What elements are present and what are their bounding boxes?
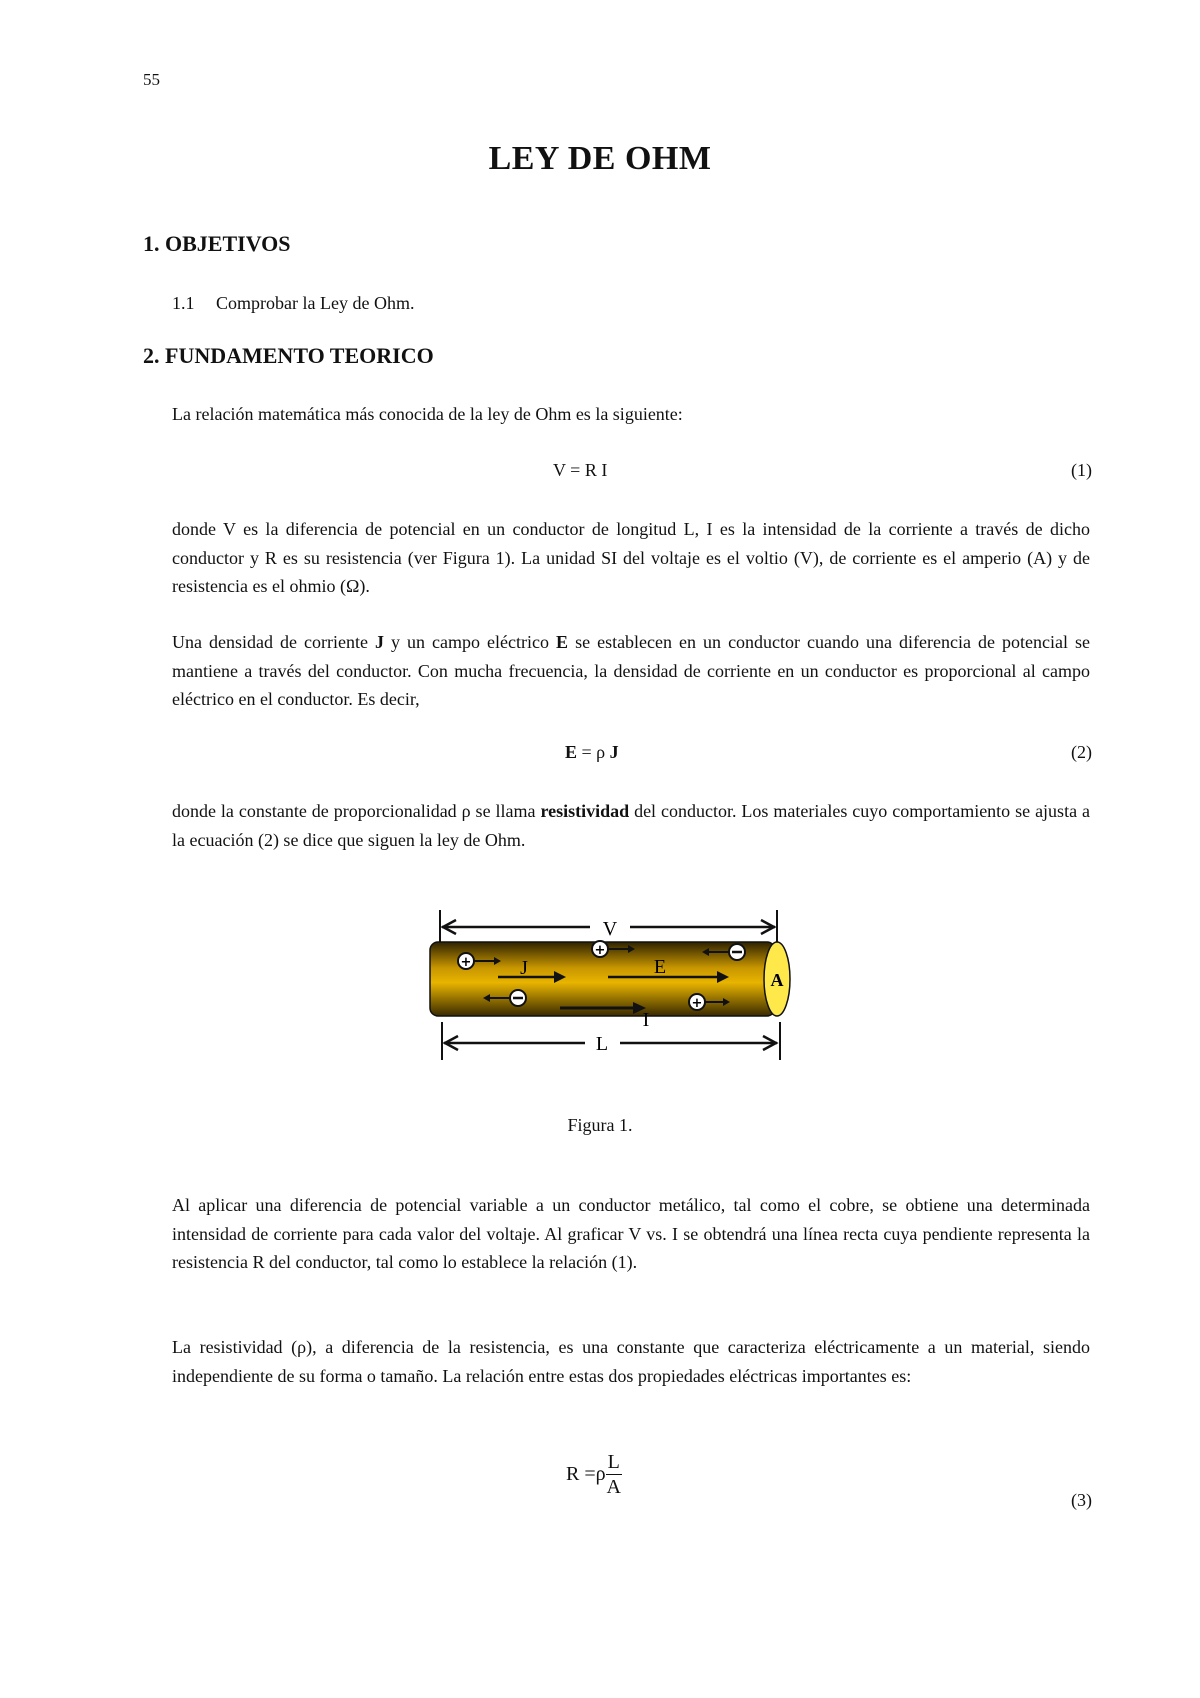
label-a: A [770, 970, 784, 990]
svg-text:+: + [594, 943, 606, 958]
paragraph-current-density: Una densidad de corriente J y un campo eléctrico E se establecen en un conductor cuando una diferencia de potencial se mantiene a través del conductor. Con mucha frecuencia, la densidad de corriente en un conductor es proporcional al campo eléctrico en el conductor. Es decir, [172, 632, 1091, 709]
label-l: L [595, 1033, 609, 1055]
equation-1-number: (1) [1071, 460, 1092, 480]
label-v: V [602, 918, 618, 940]
paragraph-intro: La relación matemática más conocida de la ley de Ohm es la siguiente: [172, 404, 683, 424]
label-i: I [642, 1009, 650, 1031]
equation-2-number: (2) [1071, 742, 1092, 762]
paragraph-definitions: donde V es la diferencia de potencial en un conductor de longitud L, I es la intensidad de la corriente a través de dicho conductor y R es su resistencia (ver Figura 1). La unidad SI del voltaje es el voltio (V), de corriente es el amperio (A) y de resistencia es el ohmio (Ω). [172, 519, 1090, 596]
list-item-text: Comprobar la Ley de Ohm. [216, 293, 415, 313]
figure-caption: Figura 1. [567, 1115, 633, 1135]
page-title: LEY DE OHM [488, 140, 712, 177]
paragraph-resistivity-definition: La resistividad (ρ), a diferencia de la resistencia, es una constante que caracteriza eléctricamente a un material, siendo independiente de su forma o tamaño. La relación entre estas dos propiedades eléctricas importantes es: [172, 1337, 1090, 1386]
label-j: J [520, 957, 528, 979]
conductor-figure [420, 910, 800, 1090]
section-heading-fundamento: 2. FUNDAMENTO TEORICO [143, 343, 434, 368]
label-e: E [653, 956, 667, 978]
section-heading-objetivos: 1. OBJETIVOS [143, 231, 291, 256]
equation-1: V = R I [553, 460, 608, 480]
paragraph-graph: Al aplicar una diferencia de potencial variable a un conductor metálico, tal como el cobre, se obtiene una determinada intensidad de corriente para cada valor del voltaje. Al graficar V vs. I se obtendrá una línea recta cuya pendiente representa la resistencia R del conductor, tal como lo establece la relación (1). [172, 1195, 1090, 1272]
list-item-number: 1.1 [172, 293, 195, 313]
fraction-denominator: A [606, 1476, 621, 1498]
equation-2: E = ρ J [565, 742, 619, 762]
svg-text:+: + [691, 996, 703, 1011]
equation-3-number: (3) [1071, 1490, 1092, 1510]
paragraph-resistivity: donde la constante de proporcionalidad ρ se llama resistividad del conductor. Los materiales cuyo comportamiento se ajusta a la ecuación (2) se dice que siguen la ley de Ohm. [172, 801, 1090, 850]
svg-text:+: + [460, 955, 472, 970]
equation-3: R =ρ $\frac{L}{A}$ [566, 1451, 621, 1498]
page-number: 55 [143, 70, 160, 89]
l-dimension-arrow [444, 1036, 777, 1050]
fraction-numerator: L [607, 1451, 620, 1473]
